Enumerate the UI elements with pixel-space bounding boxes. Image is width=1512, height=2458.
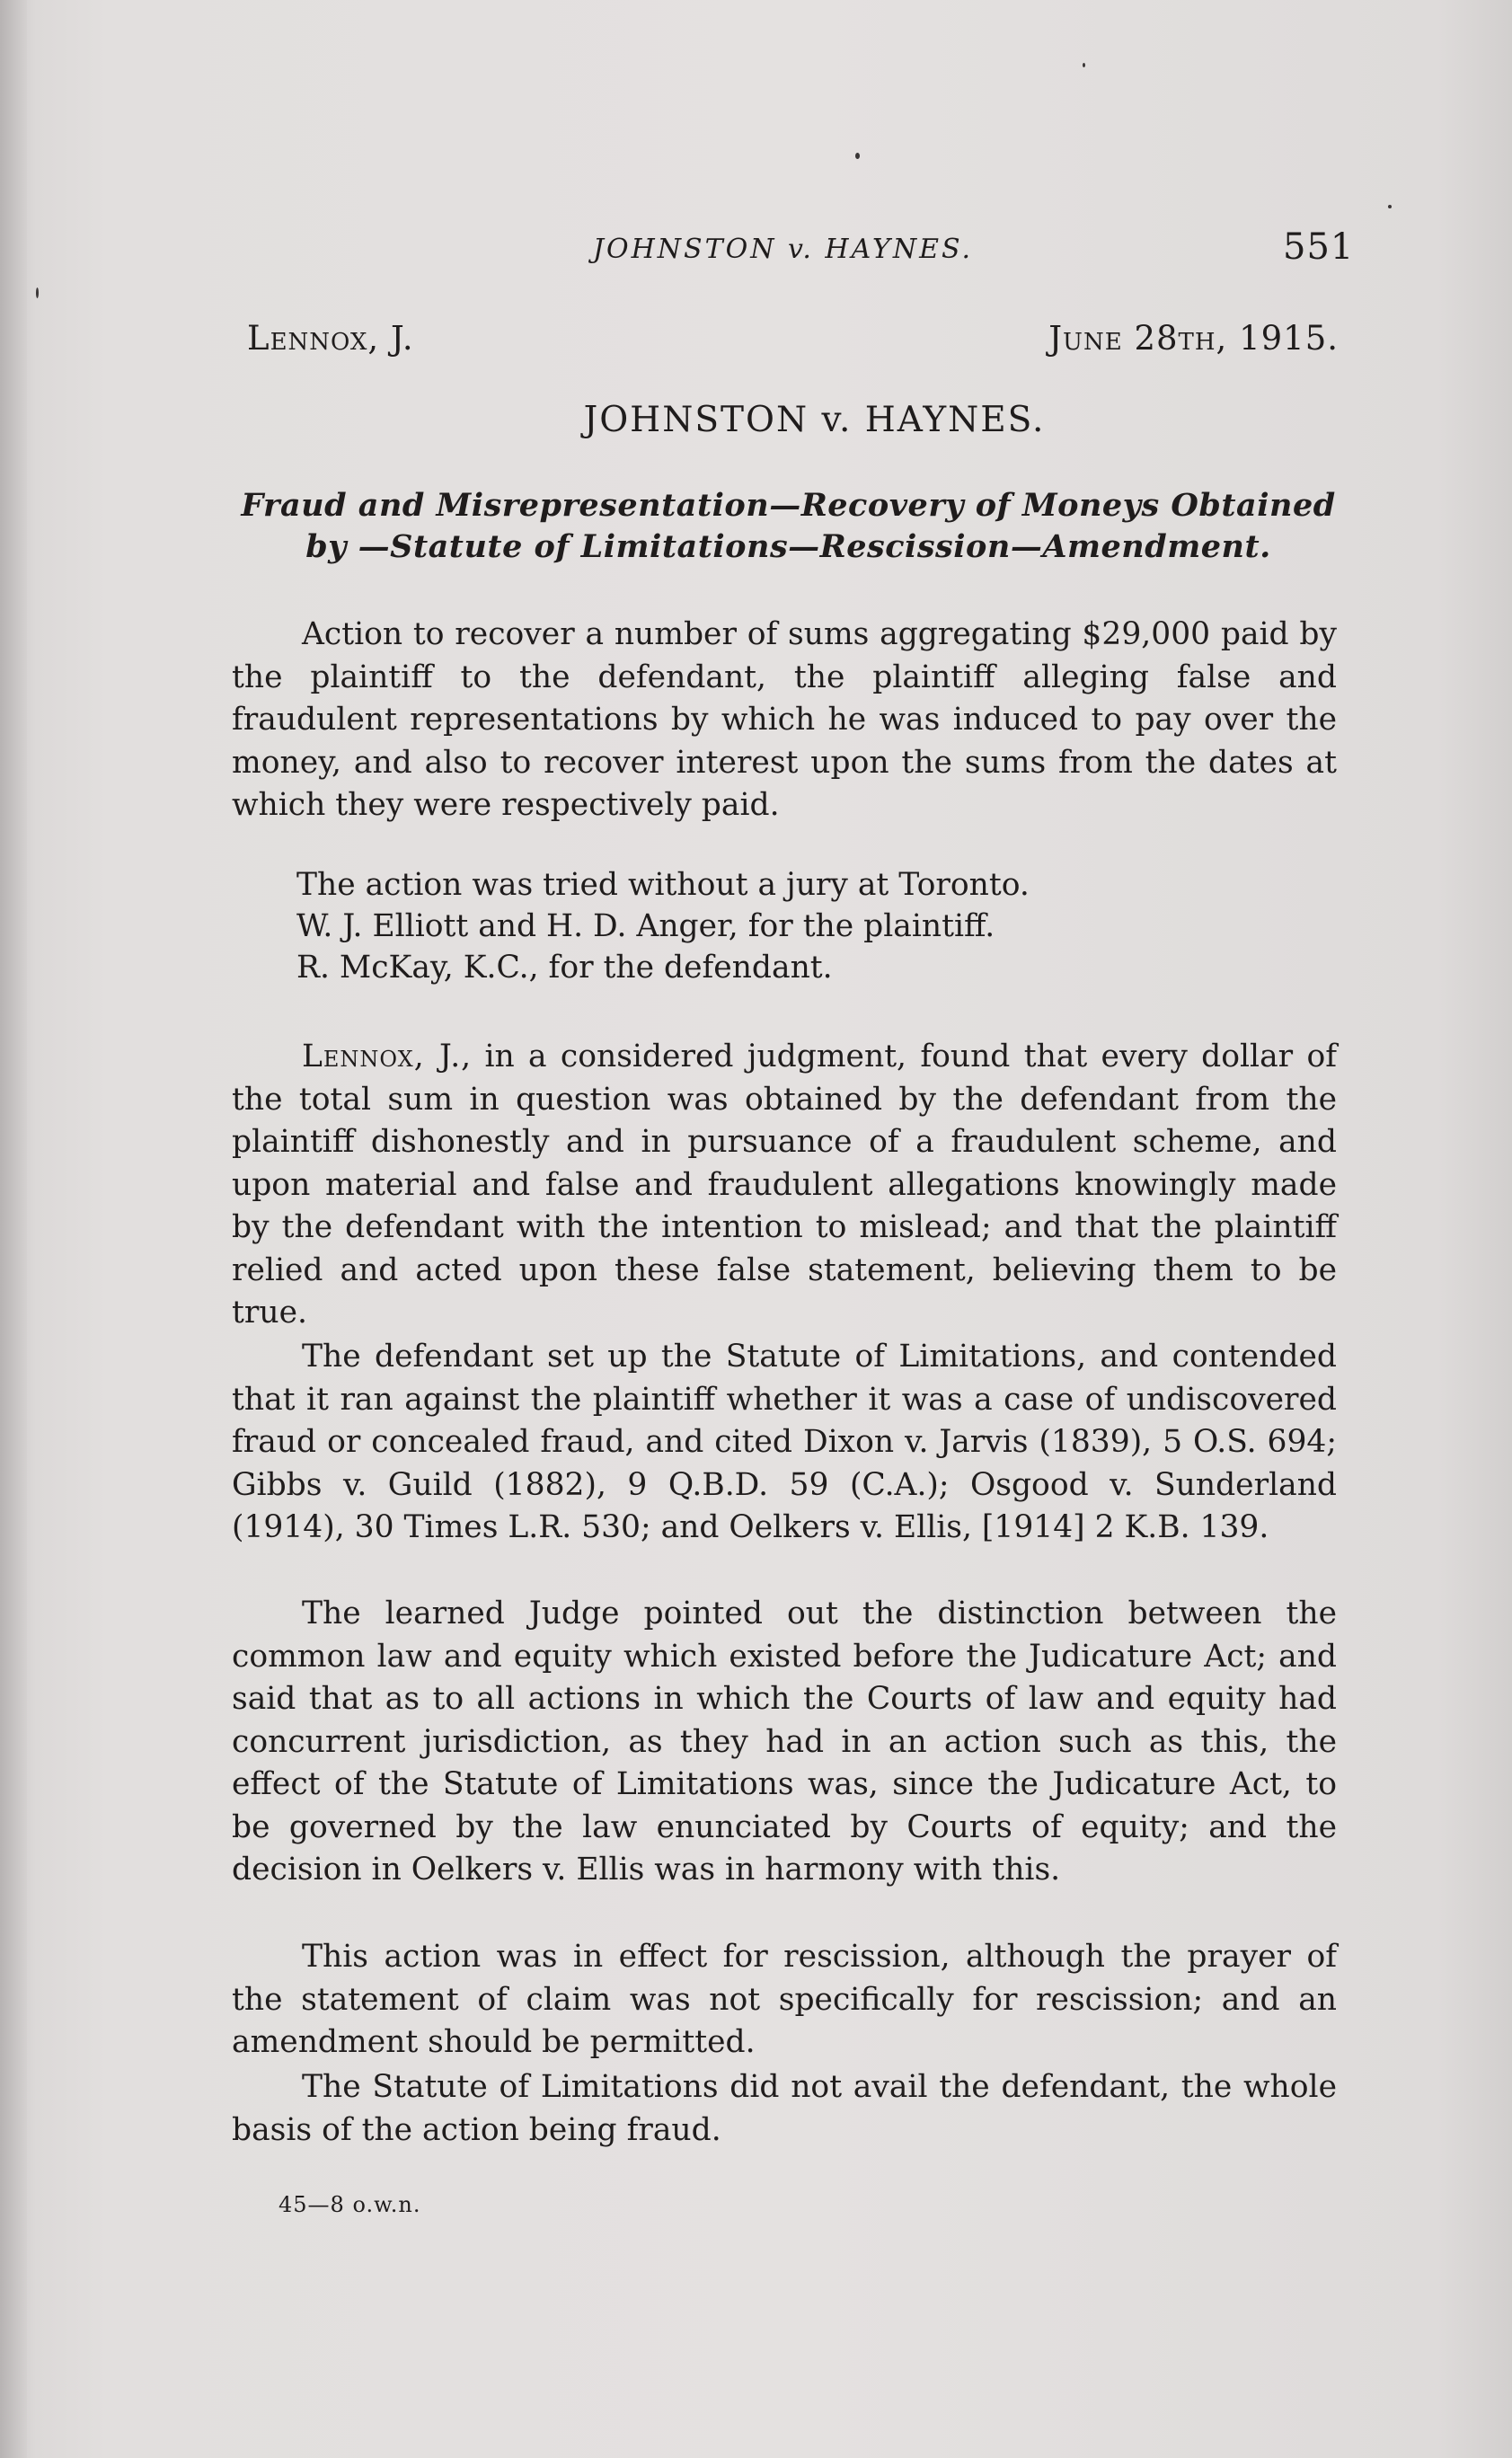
ink-speck <box>855 153 860 159</box>
running-title: JOHNSTON v. HAYNES. <box>593 234 974 265</box>
judge-name: Lennox, J. <box>247 319 414 358</box>
page-number: 551 <box>1283 226 1355 268</box>
running-header <box>0 226 1512 287</box>
defendant-counsel: R. McKay, K.C., for the defendant. <box>296 950 833 986</box>
ink-speck <box>1083 63 1085 67</box>
case-title: JOHNSTON v. HAYNES. <box>583 400 1046 440</box>
judgment-paragraph-1-text: , in a considered judgment, found that every dollar of the total sum in question was obtained by the defendant from the plaintiff dishonestly and in pursuance of a fraudulent scheme, and upon material and false and fraudulent allegations knowingly made by the defendant with the intention to mislead; and that the plaintiff relied and acted upon these false statement, believing them to be true. <box>232 1039 1337 1331</box>
headnote: Fraud and Misrepresentation—Recovery of Moneys Obtained by —Statute of Limitations—Rescission—Amendment. <box>241 487 1336 565</box>
judgment-paragraph-2: The defendant set up the Statute of Limitations, and contended that it ran against the plaintiff whether it was a case of undiscovered fraud or concealed fraud, and cited Dixon v. Jarvis (1839), 5 O.S. 694; Gibbs v. Guild (1882), 9 Q.B.D. 59 (C.A.); Osgood v. Sunderland (1914), 30 Times L.R. 530; and Oelkers v. Ellis, [1914] 2 K.B. 139. <box>232 1339 1337 1545</box>
printer-signature-mark: 45—8 o.w.n. <box>279 2192 421 2217</box>
ink-speck <box>1388 205 1392 208</box>
trial-line: The action was tried without a jury at Toronto. <box>296 867 1030 903</box>
page-gutter-shadow <box>0 0 27 2458</box>
judgment-paragraph-4: This action was in effect for rescission, although the prayer of the statement of claim was not specifically for rescission; and an amendment should be permitted. <box>232 1939 1337 2060</box>
judgment-date: June 28th, 1915. <box>1048 319 1339 358</box>
judgment-paragraph-1 <box>232 1036 1337 1335</box>
plaintiff-counsel: W. J. Elliott and H. D. Anger, for the plaintiff. <box>296 908 995 944</box>
judgment-judge-name: Lennox, J. <box>302 1039 462 1074</box>
judgment-paragraph-3: The learned Judge pointed out the distinction between the common law and equity which existed before the Judicature Act; and said that as to all actions in which the Courts of law and equity had concurrent jurisdiction, as they had in an action such as this, the effect of the Statute of Limitations was, since the Judicature Act, to be governed by the law enunciated by Courts of equity; and the decision in Oelkers v. Ellis was in harmony with this. <box>232 1596 1337 1888</box>
judgment-paragraph-5: The Statute of Limitations did not avail the defendant, the whole basis of the action being fraud. <box>232 2069 1337 2148</box>
intro-paragraph: Action to recover a number of sums aggregating $29,000 paid by the plaintiff to the defendant, the plaintiff alleging false and fraudulent representations by which he was induced to pay over the money, and also to recover interest upon the sums from the dates at which they were respectively paid. <box>232 616 1337 823</box>
ink-speck <box>36 287 39 298</box>
judge-date-line <box>247 319 1339 373</box>
